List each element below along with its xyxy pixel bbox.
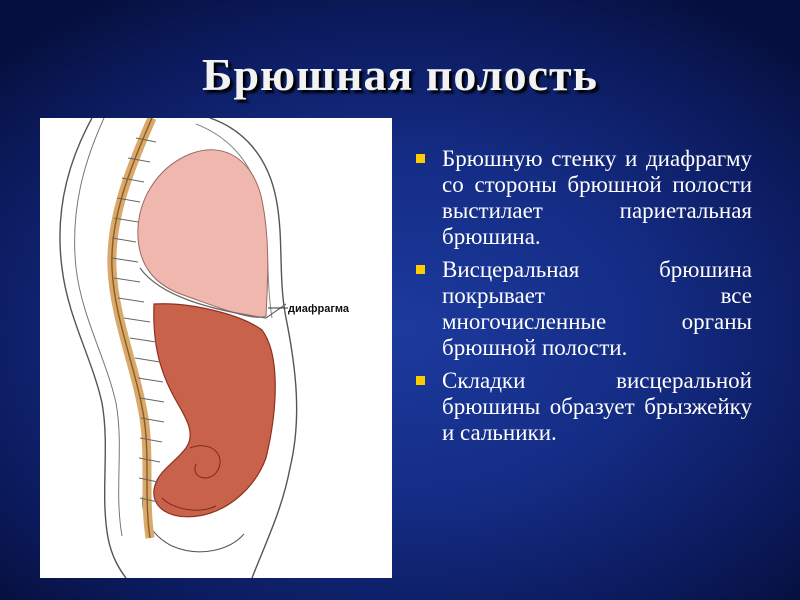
square-bullet-icon bbox=[416, 376, 425, 385]
abdominal-cavity-figure bbox=[40, 118, 392, 578]
bullet-item bbox=[412, 146, 752, 250]
bullet-text: Висцеральная брюшина покрывает все многочисленные органы брюшной полости. bbox=[442, 257, 752, 360]
spinal-column bbox=[112, 118, 152, 538]
bullet-item bbox=[412, 257, 752, 361]
slide-title: Брюшная полость bbox=[202, 49, 598, 100]
bullet-text: Брюшную стенку и диафрагму со стороны брюшной полости выстилает париетальная брюшина. bbox=[442, 146, 752, 249]
square-bullet-icon bbox=[416, 154, 425, 163]
anatomy-illustration bbox=[40, 118, 392, 578]
back-outline-inner bbox=[75, 118, 122, 536]
thoracic-cavity bbox=[138, 150, 268, 318]
bullet-item bbox=[412, 368, 752, 446]
back-outline bbox=[60, 118, 126, 578]
bullet-list bbox=[412, 146, 752, 453]
abdominal-cavity bbox=[154, 304, 275, 517]
bullet-text: Складки висцеральной брюшины образует брызжейку и сальники. bbox=[442, 368, 752, 445]
square-bullet-icon bbox=[416, 265, 425, 274]
diaphragm-label: диафрагма bbox=[288, 303, 350, 315]
